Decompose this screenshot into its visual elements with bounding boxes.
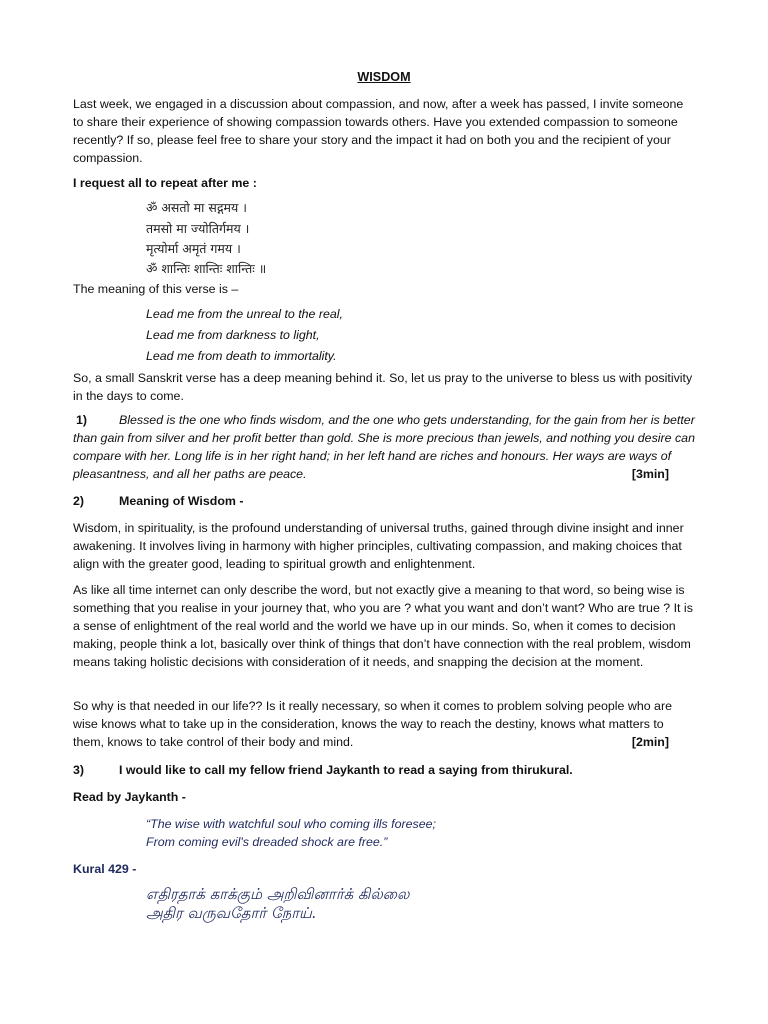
section2-paragraph-2: As like all time internet can only describe the word, but not exactly give a meaning to that word, so being wise is something that you realise in your journey that, who you are ? what you want and don’t want? Who are true ? It is a sense of enlightment of the real world and the world we have up in our minds. So, when it comes to decision making, people think a lot, basically over think of things that don’t have connection with the real problem, wisdom means taking holistic decisions with consideration of it needs, and snapping the decision at the moment. bbox=[73, 583, 693, 669]
section1-text: Blessed is the one who finds wisdom, and the one who gets understanding, for the gain from her is better than gain from silver and her profit better than gold. She is more precious than jewels, and nothing you desire can compare with her. Long life is in her right hand; in her left hand are riches and honours. Her ways are ways of pleasantness, and all her paths are peace. bbox=[73, 413, 695, 481]
meaning-line-2: Lead me from darkness to light, bbox=[146, 328, 320, 342]
tamil-line-2: அதிர வருவதோர் நோய். bbox=[146, 904, 317, 922]
meaning-label: The meaning of this verse is – bbox=[73, 282, 239, 296]
sanskrit-line-3: मृत्योर्मा अमृतं गमय । bbox=[146, 241, 241, 256]
read-by-label: Read by Jaykanth - bbox=[73, 790, 186, 804]
section3-number: 3) bbox=[73, 763, 85, 777]
meaning-line-1: Lead me from the unreal to the real, bbox=[146, 307, 343, 321]
sanskrit-line-4: ॐ शान्तिः शान्तिः शान्तिः ॥ bbox=[146, 261, 267, 276]
sanskrit-line-1: ॐ असतो मा सद्गमय । bbox=[146, 200, 247, 215]
section1-number: 1) bbox=[76, 413, 88, 427]
repeat-label: I request all to repeat after me : bbox=[73, 176, 257, 190]
sanskrit-line-2: तमसो मा ज्योतिर्गमय । bbox=[146, 221, 250, 236]
section3-heading: I would like to call my fellow friend Jaykanth to read a saying from thirukural. bbox=[119, 763, 573, 777]
kural-label: Kural 429 - bbox=[73, 862, 137, 876]
section2-time: [2min] bbox=[631, 735, 669, 749]
section2-paragraph-1: Wisdom, in spirituality, is the profound understanding of universal truths, gained through divine insight and inner awakening. It involves living in harmony with higher principles, cultivating compassion, and making choices that align with the greater good, leading to spiritual growth and enlightenment. bbox=[73, 521, 684, 571]
quote-line-1: “The wise with watchful soul who coming ills foresee; bbox=[146, 817, 436, 831]
section2-number: 2) bbox=[73, 494, 85, 508]
tamil-line-1: எதிரதாக் காக்கும் அறிவினார்க் கில்லை bbox=[146, 885, 410, 903]
meaning-line-3: Lead me from death to immortality. bbox=[146, 349, 337, 363]
section2-paragraph-3: So why is that needed in our life?? Is it really necessary, so when it comes to problem solving people who are wise knows what to take up in the consideration, knows the way to reach the destiny, knows what matters to them, knows to take control of their body and mind. bbox=[73, 699, 672, 749]
section2-heading: Meaning of Wisdom - bbox=[119, 494, 244, 508]
section1-time: [3min] bbox=[631, 467, 669, 481]
intro-paragraph: Last week, we engaged in a discussion about compassion, and now, after a week has passed, I invite someone to share their experience of showing compassion towards others. Have you extended compassion to someone recently? If so, please feel free to share your story and the impact it had on both you and the recipient of your compassion. bbox=[73, 97, 684, 165]
sanskrit-note: So, a small Sanskrit verse has a deep meaning behind it. So, let us pray to the universe to bless us with positivity in the days to come. bbox=[73, 371, 693, 403]
quote-line-2: From coming evil's dreaded shock are free.” bbox=[146, 835, 388, 849]
page-title: WISDOM bbox=[357, 70, 411, 84]
